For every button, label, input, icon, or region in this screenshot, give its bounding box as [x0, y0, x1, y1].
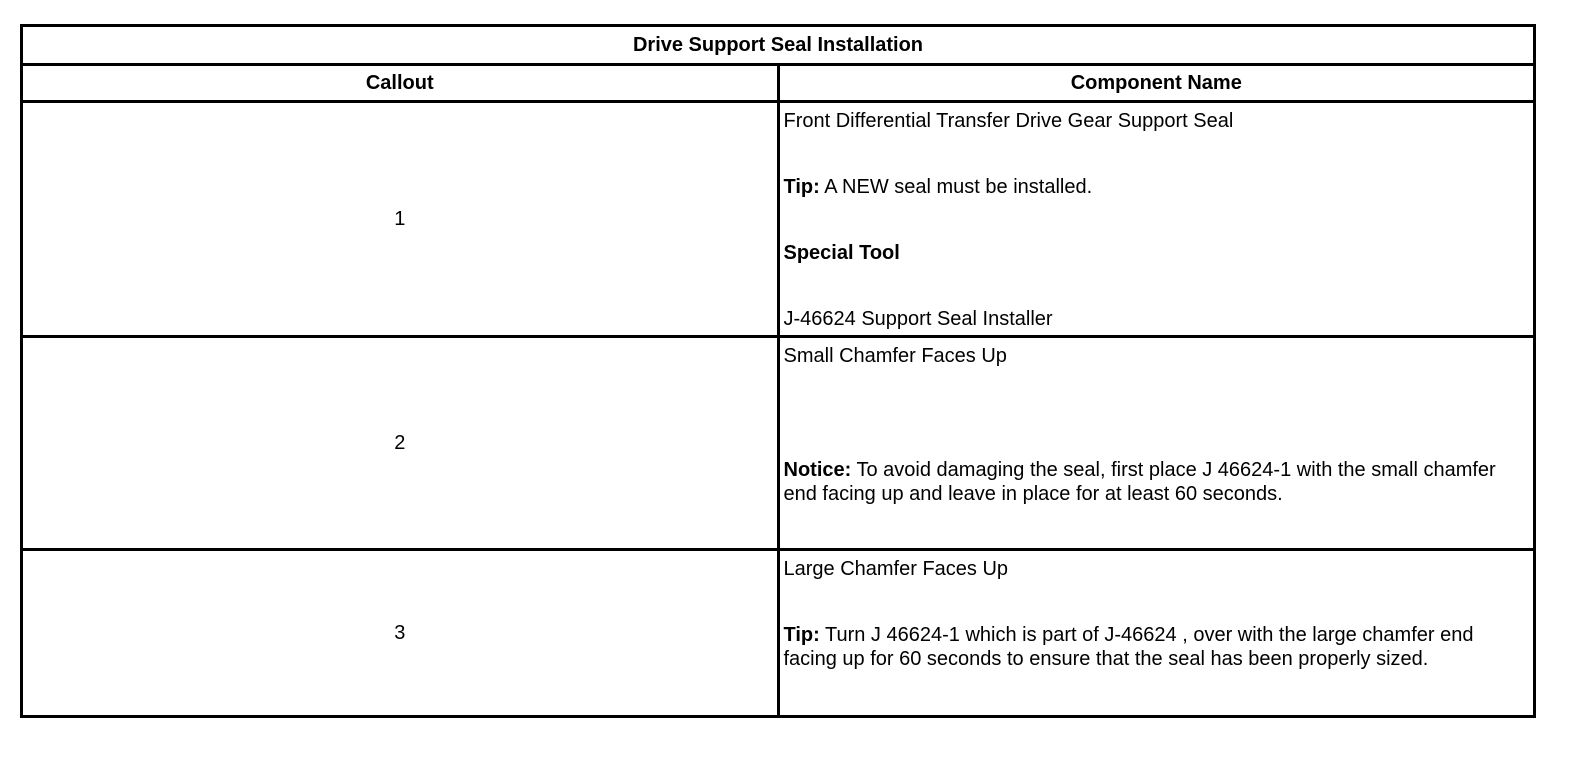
tip-text — [784, 623, 1524, 671]
notice-label: Notice: — [783, 459, 852, 481]
notice-text — [784, 458, 1524, 506]
tip-label: Tip: — [783, 176, 820, 198]
callout-number: 2 — [22, 337, 779, 550]
component-name: Small Chamfer Faces Up — [783, 345, 1007, 367]
component-name-header: Component Name — [778, 65, 1535, 102]
tip-body: Turn J 46624-1 which is part of J-46624 , over with the large chamfer end facing up for 60 seconds to ensure that the seal has been properly sized. — [783, 624, 1474, 670]
table-row — [22, 102, 1535, 337]
tip-body: A NEW seal must be installed. — [819, 176, 1093, 198]
table-title: Drive Support Seal Installation — [22, 26, 1535, 65]
table-row — [22, 550, 1535, 717]
tip-label: Tip: — [783, 624, 820, 646]
special-tool-label: Special Tool — [783, 242, 900, 264]
component-description — [778, 550, 1535, 717]
header-row — [22, 65, 1535, 102]
component-description — [778, 102, 1535, 337]
component-name: Front Differential Transfer Drive Gear Support Seal — [783, 110, 1234, 132]
tip-text — [784, 175, 1524, 199]
title-row — [22, 26, 1535, 65]
callout-header: Callout — [22, 65, 779, 102]
component-description — [778, 337, 1535, 550]
seal-installation-table — [20, 24, 1536, 718]
callout-number: 1 — [22, 102, 779, 337]
notice-body: To avoid damaging the seal, first place J 46624-1 with the small chamfer end facing up and leave in place for at least 60 seconds. — [783, 459, 1496, 505]
table-row — [22, 337, 1535, 550]
callout-number: 3 — [22, 550, 779, 717]
special-tool-name: J-46624 Support Seal Installer — [783, 308, 1053, 330]
component-name: Large Chamfer Faces Up — [783, 558, 1009, 580]
